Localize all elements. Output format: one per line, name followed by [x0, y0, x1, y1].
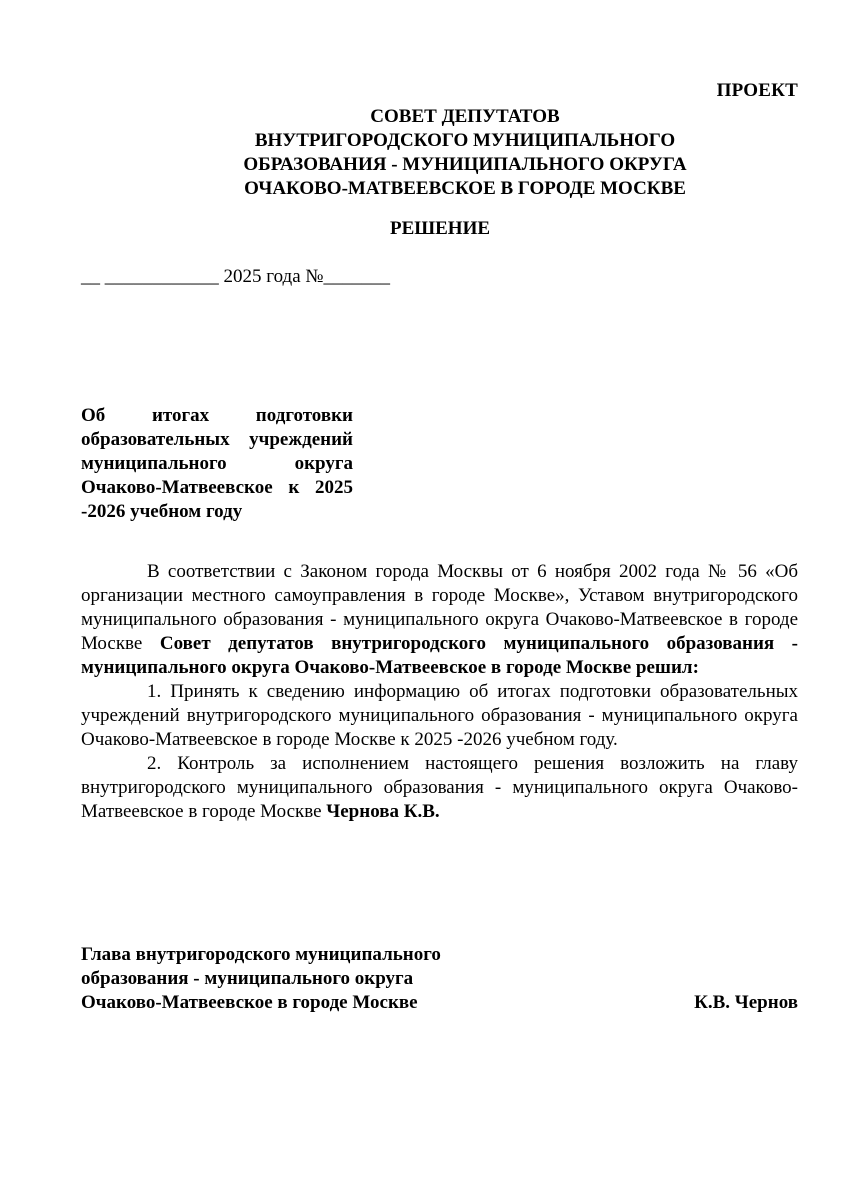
signature-title-line: образования - муниципального округа: [81, 968, 414, 989]
signatory-name: К.В. Чернов: [694, 992, 798, 1013]
subject-line: муниципального округа: [81, 453, 353, 474]
decision-label: РЕШЕНИЕ: [389, 218, 491, 239]
council-title-line: СОВЕТ ДЕПУТАТОВ: [370, 106, 560, 127]
council-title-line: ОБРАЗОВАНИЯ - МУНИЦИПАЛЬНОГО ОКРУГА: [243, 154, 687, 175]
council-title: [0, 105, 848, 201]
date-number-line: __ ____________ 2025 года №_______: [81, 266, 391, 287]
item-1-paragraph: 1. Принять к сведению информацию об итогах подготовки образовательных учреждений внутригородского муниципального образования - муниципального округа Очаково-Матвеевское в городе Москве к 2025 -2026 учебном году.: [81, 681, 798, 750]
item-2-bold-text: Чернова К.В.: [326, 801, 440, 822]
item-2-text: 2. Контроль за исполнением настоящего решения возложить на главу внутригородского муниципального образования - муниципального округа Очаково-Матвеевское в городе Москве: [81, 753, 798, 822]
item-2-paragraph: [81, 752, 798, 824]
signature-title-line: Глава внутригородского муниципального: [81, 944, 441, 965]
signature-block: [81, 943, 798, 1015]
subject-line: Об итогах подготовки: [81, 405, 353, 426]
preamble-paragraph: [81, 560, 798, 680]
subject-line: образовательных учреждений: [81, 429, 353, 450]
draft-label: ПРОЕКТ: [716, 80, 798, 101]
council-title-line: ВНУТРИГОРОДСКОГО МУНИЦИПАЛЬНОГО: [254, 130, 676, 151]
subject-line: -2026 учебном году: [81, 501, 243, 522]
signature-row: [81, 991, 798, 1015]
decision-body: [81, 560, 798, 824]
council-title-line: ОЧАКОВО-МАТВЕЕВСКОЕ В ГОРОДЕ МОСКВЕ: [244, 178, 686, 199]
subject-line: Очаково-Матвеевское к 2025: [81, 477, 353, 498]
signature-title-line: Очаково-Матвеевское в городе Москве: [81, 992, 418, 1013]
preamble-bold-text: Совет депутатов внутригородского муниципального образования - муниципального округа Очаково-Матвеевское в городе Москве решил:: [81, 633, 799, 678]
decision-subject: [81, 404, 353, 524]
preamble-text: В соответствии с Законом города Москвы от 6 ноября 2002 года № 56 «Об организации местного самоуправления в городе Москве», Уставом внутригородского муниципального образования - муниципального округа Очаково-Матвеевское в городе Москве: [81, 561, 798, 654]
